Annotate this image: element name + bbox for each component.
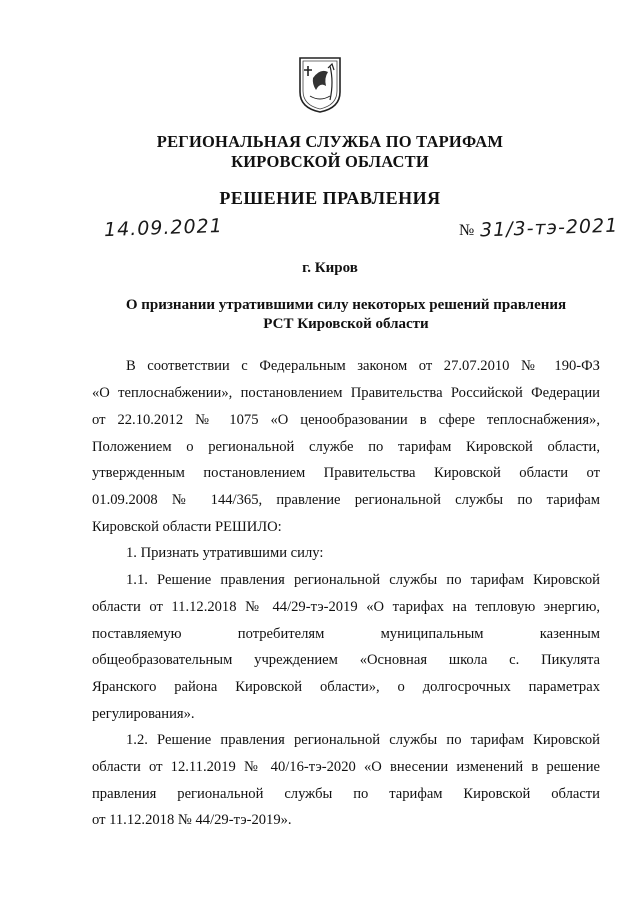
body-line: от 11.12.2018 № 44/29-тэ-2019». <box>92 812 292 828</box>
body-line: поставляемую потребителям муниципальным казенным <box>92 626 600 642</box>
body-line: Кировской области РЕШИЛО: <box>92 519 282 535</box>
body-line: «О теплоснабжении», постановлением Правительства Российской Федерации <box>92 385 600 401</box>
body-line: 1.2. Решение правления региональной службы по тарифам Кировской <box>126 732 600 748</box>
body-line: правления региональной службы по тарифам Кировской области <box>92 786 600 802</box>
organization-name <box>60 132 600 172</box>
body-line: области от 11.12.2018 № 44/29-тэ-2019 «О тарифах на тепловую энергию, <box>92 599 600 615</box>
body-line: 1. Признать утратившими силу: <box>126 545 324 561</box>
subject-line-1: О признании утратившими силу некоторых решений правления <box>125 297 567 313</box>
org-line-2: КИРОВСКОЙ ОБЛАСТИ <box>231 152 429 171</box>
body-line: В соответствии с Федеральным законом от 27.07.2010 № 190-ФЗ <box>126 358 600 374</box>
body-line: регулирования». <box>92 706 195 722</box>
body-line: 1.1. Решение правления региональной службы по тарифам Кировской <box>126 572 600 588</box>
number-sign: № <box>459 222 475 239</box>
body-line: общеобразовательным учреждением «Основная школа с. Пикулята <box>92 652 600 668</box>
body-line: Положением о региональной службе по тарифам Кировской области, <box>92 439 600 455</box>
coat-of-arms-icon <box>298 56 342 114</box>
subject-line-2: РСТ Кировской области <box>263 316 429 332</box>
body-line: от 22.10.2012 № 1075 «О ценообразовании в сфере теплоснабжения», <box>92 412 600 428</box>
handwritten-document-number: 31/3-тэ-2021 <box>479 214 619 242</box>
org-line-1: РЕГИОНАЛЬНАЯ СЛУЖБА ПО ТАРИФАМ <box>156 132 504 151</box>
handwritten-date: 14.09.2021 <box>103 214 224 242</box>
city-label: г. Киров <box>302 260 358 276</box>
body-line: утвержденным постановлением Правительства Кировской области от <box>92 465 600 481</box>
decision-subject <box>86 296 606 334</box>
document-type-title: РЕШЕНИЕ ПРАВЛЕНИЯ <box>219 188 441 208</box>
body-line: Яранского района Кировской области», о долгосрочных параметрах <box>92 679 600 695</box>
body-line: области от 12.11.2019 № 40/16-тэ-2020 «О внесении изменений в решение <box>92 759 600 775</box>
body-line: 01.09.2008 № 144/365, правление региональной службы по тарифам <box>92 492 600 508</box>
